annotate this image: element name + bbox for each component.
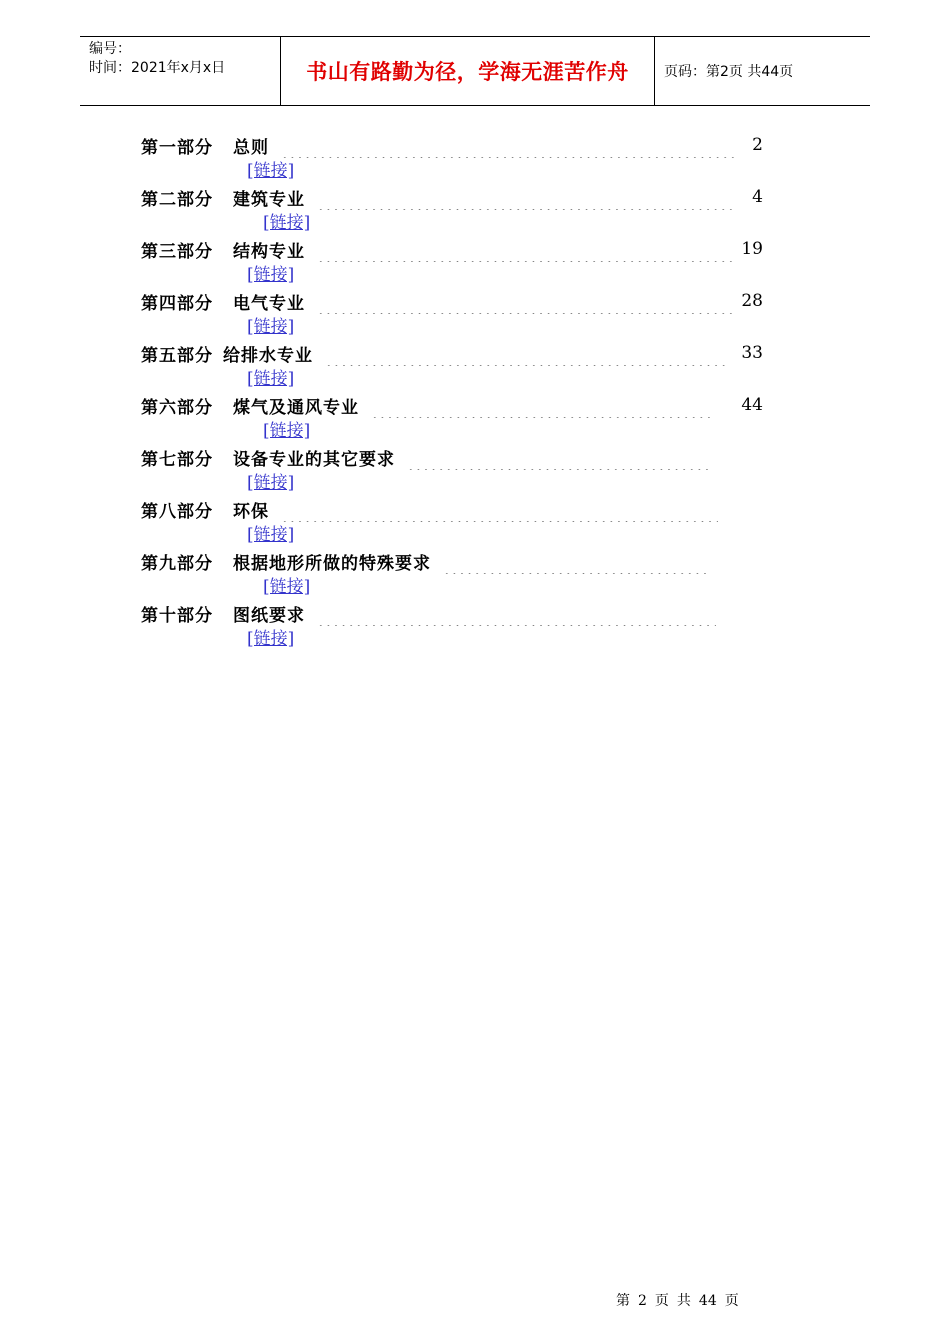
toc-leader-dots xyxy=(371,392,713,418)
toc-leader-dots xyxy=(281,496,718,522)
toc-link[interactable]: [链接] xyxy=(263,577,311,597)
toc-link[interactable]: [链接] xyxy=(247,161,295,181)
toc-page-number: 19 xyxy=(741,239,763,259)
toc-leader-dots xyxy=(407,444,711,470)
table-of-contents xyxy=(141,132,781,652)
toc-part-label: 第十部分 xyxy=(141,605,213,626)
toc-page-number: 2 xyxy=(752,135,763,155)
toc-entry xyxy=(141,496,781,548)
header-meta xyxy=(80,37,281,105)
toc-entry xyxy=(141,340,781,392)
toc-page-number xyxy=(741,600,763,626)
toc-title: 环保 xyxy=(233,501,269,522)
document-time-label: 时间：2021年x月x日 xyxy=(89,60,226,76)
toc-title: 电气专业 xyxy=(233,293,305,314)
toc-entry xyxy=(141,236,781,288)
footer-page-number: 2 xyxy=(638,1293,647,1309)
header-page-info-cell xyxy=(655,37,870,105)
toc-title: 图纸要求 xyxy=(233,605,305,626)
footer-total-pages: 44 xyxy=(698,1293,717,1309)
footer-word: 共 xyxy=(676,1293,691,1309)
document-number-label: 编号： xyxy=(89,41,131,57)
toc-link[interactable]: [链接] xyxy=(247,317,295,337)
toc-title: 根据地形所做的特殊要求 xyxy=(233,553,431,574)
toc-entry xyxy=(141,184,781,236)
toc-entry xyxy=(141,392,781,444)
toc-page-number: 28 xyxy=(741,291,763,311)
toc-link[interactable]: [链接] xyxy=(247,473,295,493)
header-motto-cell xyxy=(281,37,655,105)
toc-page-number: 33 xyxy=(741,343,763,363)
toc-link[interactable]: [链接] xyxy=(247,629,295,649)
header-page-info: 页码：第2页 共44页 xyxy=(664,64,794,80)
toc-leader-dots xyxy=(317,184,735,210)
toc-part-label: 第七部分 xyxy=(141,449,213,470)
toc-leader-dots xyxy=(317,236,735,262)
toc-part-label: 第九部分 xyxy=(141,553,213,574)
toc-link[interactable]: [链接] xyxy=(263,213,311,233)
toc-title: 建筑专业 xyxy=(233,189,305,210)
toc-page-number xyxy=(741,444,763,470)
page-header xyxy=(80,36,870,106)
toc-entry xyxy=(141,600,781,652)
toc-title: 给排水专业 xyxy=(223,345,313,366)
toc-page-number: 44 xyxy=(741,395,763,415)
toc-link[interactable]: [链接] xyxy=(263,421,311,441)
toc-link[interactable]: [链接] xyxy=(247,525,295,545)
toc-leader-dots xyxy=(443,548,709,574)
toc-title: 煤气及通风专业 xyxy=(233,397,359,418)
toc-part-label: 第四部分 xyxy=(141,293,213,314)
toc-part-label: 第八部分 xyxy=(141,501,213,522)
footer-word: 第 xyxy=(616,1293,630,1309)
toc-part-label: 第六部分 xyxy=(141,397,213,418)
toc-title: 总则 xyxy=(233,137,269,158)
toc-part-label: 第三部分 xyxy=(141,241,213,262)
toc-title: 结构专业 xyxy=(233,241,305,262)
toc-leader-dots xyxy=(317,600,716,626)
toc-leader-dots xyxy=(281,132,737,158)
toc-part-label: 第二部分 xyxy=(141,189,213,210)
toc-title: 设备专业的其它要求 xyxy=(233,449,395,470)
toc-entry xyxy=(141,444,781,496)
toc-page-number xyxy=(741,548,763,574)
toc-leader-dots xyxy=(325,340,725,366)
toc-link[interactable]: [链接] xyxy=(247,265,295,285)
toc-entry xyxy=(141,548,781,600)
toc-link[interactable]: [链接] xyxy=(247,369,295,389)
header-motto: 书山有路勤为径，学海无涯苦作舟 xyxy=(306,60,629,84)
footer-word: 页 xyxy=(724,1293,739,1309)
toc-leader-dots xyxy=(317,288,735,314)
toc-page-number: 4 xyxy=(752,187,763,207)
toc-entry xyxy=(141,288,781,340)
toc-part-label: 第一部分 xyxy=(141,137,213,158)
toc-part-label: 第五部分 xyxy=(141,345,213,366)
footer-word: 页 xyxy=(654,1293,669,1309)
page-footer xyxy=(616,1290,747,1310)
toc-page-number xyxy=(741,496,763,522)
toc-entry xyxy=(141,132,781,184)
